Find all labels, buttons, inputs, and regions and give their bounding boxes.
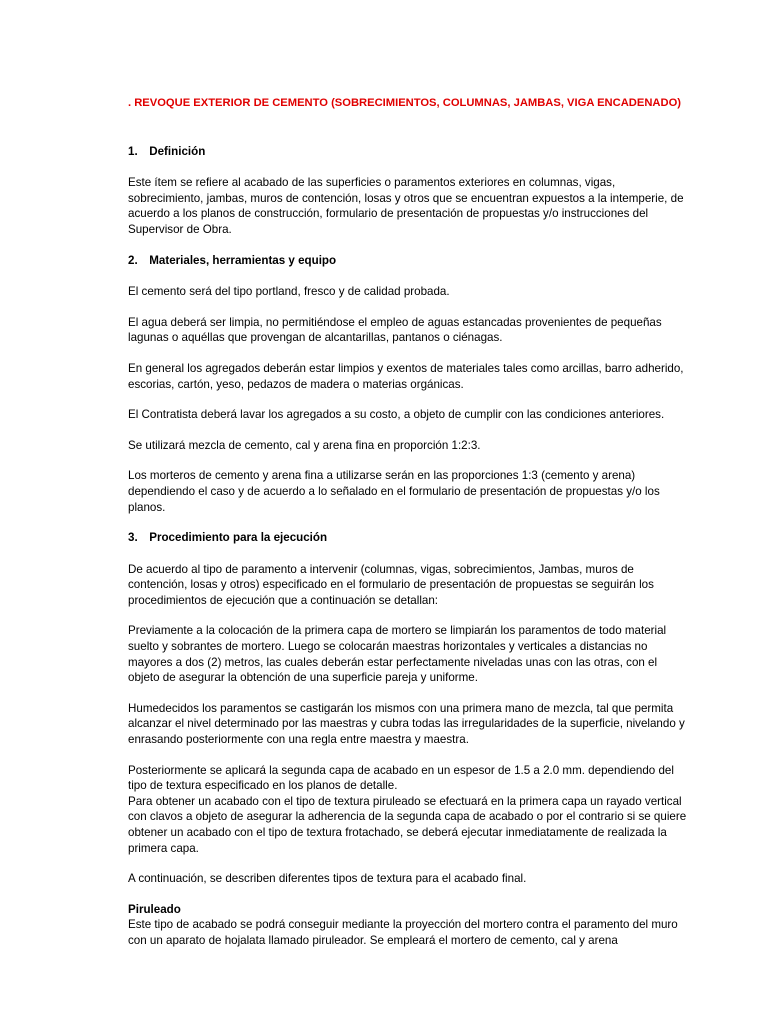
- paragraph: Este ítem se refiere al acabado de las superficies o paramentos exteriores en columnas, vigas, sobrecimiento, jambas, muros de contención, losas y otros que se encuentran expuestos a la intemperie, de acuerdo a los planos de construcción, formulario de presentación de propuestas y/o instrucciones del Supervisor de Obra.: [128, 176, 684, 236]
- paragraph: El Contratista deberá lavar los agregados a su costo, a objeto de cumplir con las condiciones anteriores.: [128, 408, 665, 422]
- section-title: Materiales, herramientas y equipo: [149, 253, 337, 267]
- paragraph: Para obtener un acabado con el tipo de textura piruleado se efectuará en la primera capa un rayado vertical con clavos a objeto de asegurar la adherencia de la segunda capa de acabado o por el contrario si se quiere obtener un acabado con el tipo de textura frotachado, se deberá ejecutar inmediatamente de realizada la primera capa.: [128, 794, 687, 855]
- section-title: Definición: [149, 144, 206, 158]
- paragraph: En general los agregados deberán estar limpios y exentos de materiales tales como arcillas, barro adherido, escorias, cartón, yeso, pedazos de madera o materias orgánicas.: [128, 361, 684, 391]
- section-heading-materiales: [128, 253, 688, 269]
- section-title: Procedimiento para la ejecución: [149, 531, 328, 545]
- paragraph: Previamente a la colocación de la primera capa de mortero se limpiarán los paramentos de todo material suelto y sobrantes de mortero. Luego se colocarán maestras horizontales y verticales a distancias no mayores a dos (2) metros, las cuales deberán estar perfectamente niveladas unas con las otras, con el objeto de asegurar la obtención de una superficie pareja y uniforme.: [128, 624, 667, 685]
- paragraph: Posteriormente se aplicará la segunda capa de acabado en un espesor de 1.5 a 2.0 mm. dependiendo del tipo de textura especificado en los planos de detalle.: [128, 763, 674, 793]
- document-title: . REVOQUE EXTERIOR DE CEMENTO (SOBRECIMIENTOS, COLUMNAS, JAMBAS, VIGA ENCADENADO): [128, 97, 681, 109]
- paragraph: Los morteros de cemento y arena fina a utilizarse serán en las proporciones 1:3 (cemento y arena) dependiendo el caso y de acuerdo a lo señalado en el formulario de presentación de propuestas y/o los planos.: [128, 469, 660, 514]
- paragraph: El agua deberá ser limpia, no permitiéndose el empleo de aguas estancadas provenientes de pequeñas lagunas o aquéllas que provengan de alcantarillas, pantanos o ciénagas.: [128, 315, 662, 345]
- section-number: 3.: [128, 531, 138, 545]
- paragraph: Humedecidos los paramentos se castigarán los mismos con una primera mano de mezcla, tal que permita alcanzar el nivel determinado por las maestras y cubra todas las irregularidades de la superficie, nivelando y enrasando posteriormente con una regla entre maestra y maestra.: [128, 701, 685, 747]
- paragraph: Se utilizará mezcla de cemento, cal y arena fina en proporción 1:2:3.: [128, 438, 481, 452]
- paragraph: A continuación, se describen diferentes tipos de textura para el acabado final.: [128, 872, 527, 886]
- section-heading-procedimiento: [128, 530, 688, 546]
- section-number: 2.: [128, 253, 138, 267]
- section-number: 1.: [128, 144, 138, 158]
- document-page: [128, 96, 688, 949]
- paragraph: De acuerdo al tipo de paramento a intervenir (columnas, vigas, sobrecimientos, Jambas, muros de contención, losas y otros) especificado en el formulario de presentación de propuestas se seguirán los procedimientos de ejecución que a continuación se detallan:: [128, 562, 654, 607]
- subsection-heading-piruleado: Piruleado: [128, 902, 181, 916]
- paragraph: Este tipo de acabado se podrá conseguir mediante la proyección del mortero contra el paramento del muro con un aparato de hojalata llamado piruleador. Se empleará el mortero de cemento, cal y arena: [128, 918, 678, 947]
- section-heading-definicion: [128, 144, 688, 160]
- paragraph: El cemento será del tipo portland, fresco y de calidad probada.: [128, 285, 450, 299]
